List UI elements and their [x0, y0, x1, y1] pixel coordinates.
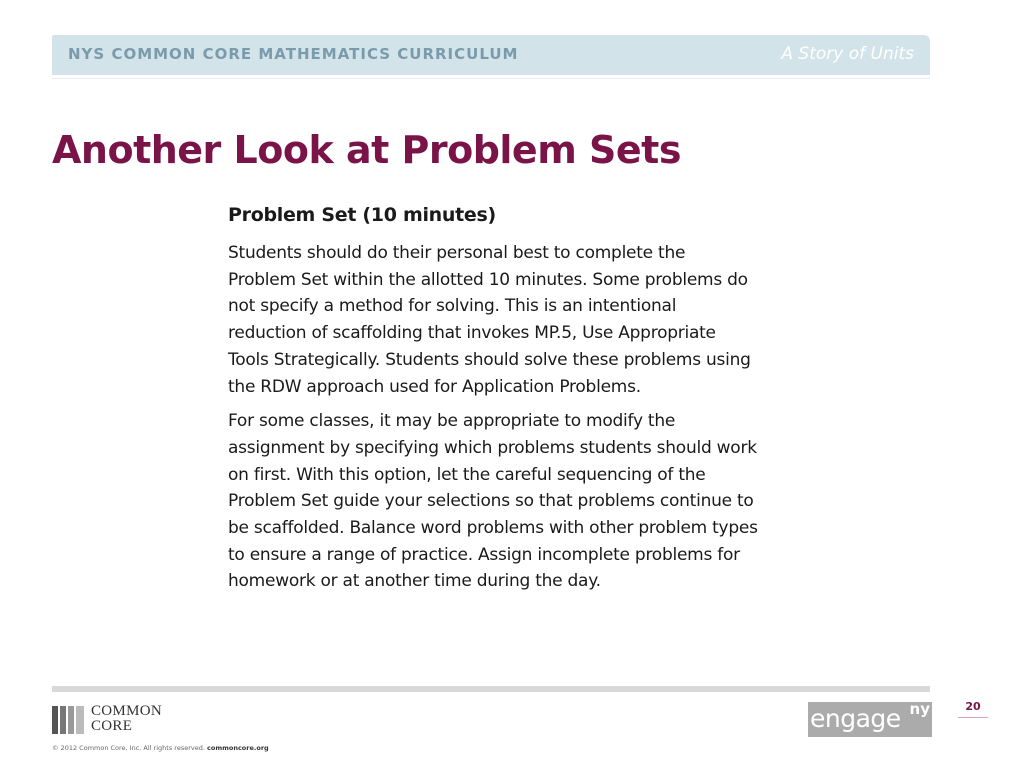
engage-word: engage [810, 704, 901, 733]
logo-bar [60, 706, 66, 734]
copyright-notice [52, 744, 269, 752]
engage-ny-logo [808, 702, 932, 737]
excerpt-paragraph: For some classes, it may be appropriate to modify the assignment by specifying which problems students should work on first. With this option, let the careful sequencing of the Problem Set guide your selections so that problems continue to be scaffolded. Balance word problems with other problem types to ensure a range of practice. Assign incomplete problems for homework or at another time during the day. [228, 411, 758, 592]
logo-bar [76, 706, 84, 734]
copyright-link[interactable]: commoncore.org [207, 744, 269, 752]
logo-bar [68, 706, 74, 734]
excerpt-heading: Problem Set (10 minutes) [228, 204, 496, 226]
copyright-text: © 2012 Common Core, Inc. All rights reserved. [52, 744, 205, 752]
common-core-logo [52, 704, 192, 736]
slide-title: Another Look at Problem Sets [52, 128, 681, 172]
header-divider [52, 78, 930, 79]
header-banner [52, 35, 930, 75]
page-number: 20 [965, 700, 981, 713]
common-core-bars-icon [52, 706, 86, 734]
lesson-excerpt [228, 204, 758, 603]
footer-divider [52, 686, 930, 692]
logo-line-1: COMMON [91, 703, 162, 719]
logo-bar [52, 706, 58, 734]
page-number-underline [958, 717, 988, 718]
excerpt-paragraph: Students should do their personal best to complete the Problem Set within the allotted 10 minutes. Some problems do not specify a method for solving. This is an intentional reduction of scaffolding that invokes MP.5, Use Appropriate Tools Strategically. Students should solve these problems using the RDW approach used for Application Problems. [228, 243, 751, 397]
common-core-wordmark [91, 704, 162, 734]
engage-ny-superscript: ny [909, 700, 930, 718]
module-series-label: A Story of Units [781, 44, 914, 64]
curriculum-name: NYS COMMON CORE MATHEMATICS CURRICULUM [68, 45, 519, 63]
logo-line-2: CORE [91, 718, 133, 734]
